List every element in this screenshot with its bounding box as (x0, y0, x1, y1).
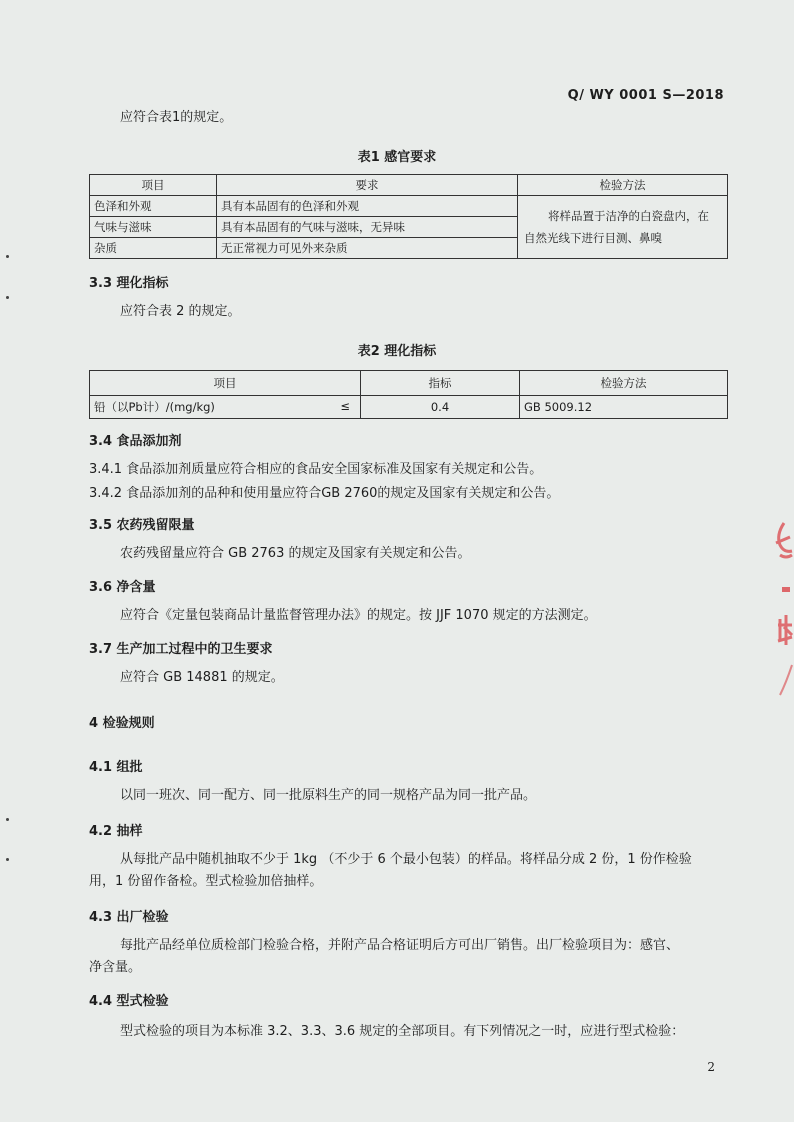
table-cell: 无正常视力可见外来杂质 (217, 238, 518, 259)
table-row (90, 396, 728, 419)
table-cell: 0.4 (361, 396, 520, 419)
table-header-cell: 项目 (90, 175, 217, 196)
table-cell: 色泽和外观 (90, 196, 217, 217)
section-4-2-line1: 从每批产品中随机抽取不少于 1kg （不少于 6 个最小包装）的样品。将样品分成 2 份，1 份作检验 (120, 852, 692, 867)
table-cell: 具有本品固有的色泽和外观 (217, 196, 518, 217)
section-3-5-title: 3.5 农药残留限量 (89, 518, 195, 533)
section-4-2-title: 4.2 抽样 (89, 824, 143, 839)
scan-speck (6, 818, 9, 821)
chapter-4-title: 4 检验规则 (89, 716, 155, 731)
table2-caption: 表2 理化指标 (357, 344, 437, 359)
method-line: 自然光线下进行目测、鼻嗅 (524, 231, 662, 245)
section-4-3-title: 4.3 出厂检验 (89, 910, 169, 925)
section-4-1-text: 以同一班次、同一配方、同一批原料生产的同一规格产品为同一批产品。 (120, 788, 537, 803)
section-4-1-title: 4.1 组批 (89, 760, 143, 775)
section-4-4-text: 型式检验的项目为本标准 3.2、3.3、3.6 规定的全部项目。有下列情况之一时，应进行型式检验： (120, 1024, 685, 1039)
section-3-7-text: 应符合 GB 14881 的规定。 (120, 670, 284, 685)
table-header-cell: 检验方法 (520, 371, 728, 396)
section-4-3-line2: 净含量。 (89, 960, 142, 975)
table-header-cell: 项目 (90, 371, 361, 396)
section-3-4-title: 3.4 食品添加剂 (89, 434, 182, 449)
method-line: 将样品置于洁净的白瓷盘内，在 (548, 209, 709, 223)
table-cell: 具有本品固有的气味与滋味，无异味 (217, 217, 518, 238)
red-seal-stamp (754, 515, 794, 705)
section-3-6-title: 3.6 净含量 (89, 580, 156, 595)
table-row (90, 196, 728, 217)
table-cell: 杂质 (90, 238, 217, 259)
section-3-6-text: 应符合《定量包装商品计量监督管理办法》的规定。按 JJF 1070 规定的方法测定。 (120, 608, 597, 623)
table-cell: GB 5009.12 (520, 396, 728, 419)
method-cell (518, 196, 728, 259)
clause-3-4-1: 3.4.1 食品添加剂质量应符合相应的食品安全国家标准及国家有关规定和公告。 (89, 462, 543, 477)
table-cell (90, 396, 361, 419)
table-header-cell: 要求 (217, 175, 518, 196)
table-header-cell: 检验方法 (518, 175, 728, 196)
less-equal-sign: ≤ (340, 399, 350, 413)
page-number: 2 (707, 1060, 715, 1074)
intro-line: 应符合表1的规定。 (120, 110, 233, 125)
sensory-requirements-table (89, 174, 728, 259)
scan-speck (6, 296, 9, 299)
standard-code-header: Q/ WY 0001 S—2018 (567, 88, 724, 103)
section-4-3-line1: 每批产品经单位质检部门检验合格，并附产品合格证明后方可出厂销售。出厂检验项目为：感官、 (120, 938, 680, 953)
section-3-5-text: 农药残留量应符合 GB 2763 的规定及国家有关规定和公告。 (120, 546, 471, 561)
physicochemical-table (89, 370, 728, 419)
item-label: 铅（以Pb计）/(mg/kg) (94, 400, 215, 414)
section-3-3-title: 3.3 理化指标 (89, 276, 169, 291)
table-header-cell: 指标 (361, 371, 520, 396)
section-4-4-title: 4.4 型式检验 (89, 994, 169, 1009)
section-4-2-line2: 用，1 份留作备检。型式检验加倍抽样。 (89, 874, 323, 889)
table-cell: 气味与滋味 (90, 217, 217, 238)
section-3-7-title: 3.7 生产加工过程中的卫生要求 (89, 642, 273, 657)
scan-speck (6, 255, 9, 258)
clause-3-4-2: 3.4.2 食品添加剂的品种和使用量应符合GB 2760的规定及国家有关规定和公告。 (89, 486, 560, 501)
scan-speck (6, 858, 9, 861)
table-header-row (90, 371, 728, 396)
section-3-3-text: 应符合表 2 的规定。 (120, 304, 241, 319)
table-header-row (90, 175, 728, 196)
table1-caption: 表1 感官要求 (357, 150, 437, 165)
